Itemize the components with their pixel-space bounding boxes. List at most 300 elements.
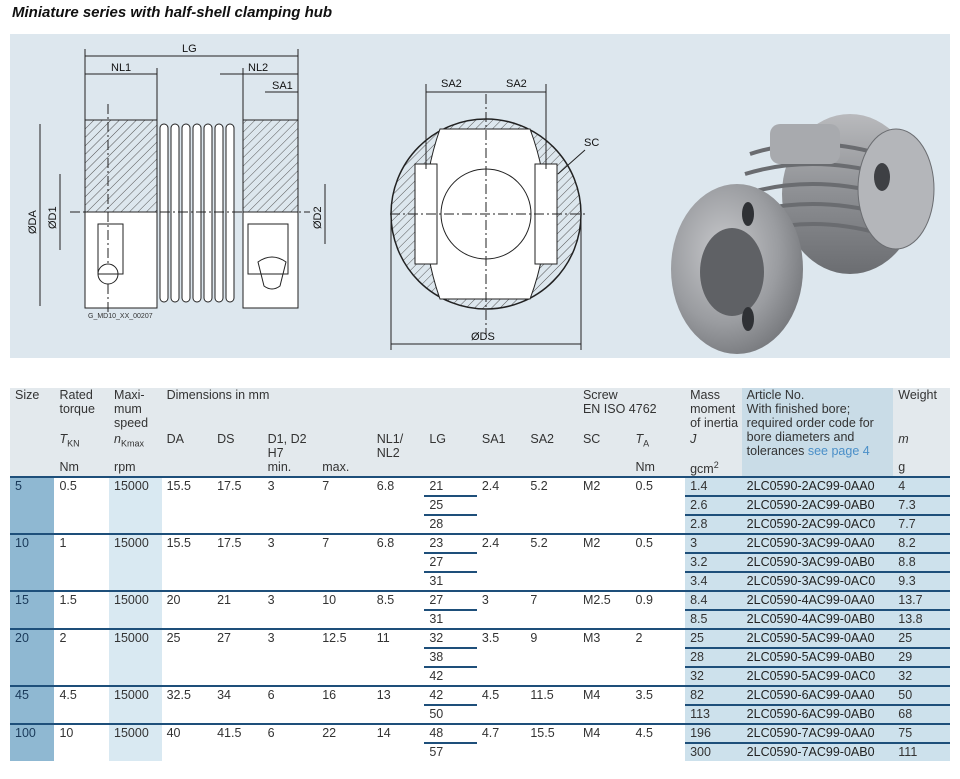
cell-torque [54,572,109,591]
cell-weight: 9.3 [893,572,950,591]
cell-article: 2LC0590-4AC99-0AB0 [742,610,894,629]
article-title: Article No. [746,388,805,402]
cell-sa2 [525,572,578,591]
cell-speed: 15000 [109,629,162,648]
table-row [10,534,950,553]
cell-lg: 42 [424,667,477,686]
header-maxi: Maxi-mum speed [109,388,162,430]
cell-lg: 42 [424,686,477,705]
cell-weight: 8.8 [893,553,950,572]
cell-weight: 68 [893,705,950,724]
cell-da [162,743,213,761]
cell-dmax: 12.5 [317,629,372,648]
cell-sa2 [525,553,578,572]
cell-dmax [317,705,372,724]
cell-sa1 [477,648,526,667]
col-nl: NL1/ NL2 [372,430,425,460]
header-article [742,388,894,460]
cell-lg: 38 [424,648,477,667]
cell-torque [54,496,109,515]
cell-dmin [263,553,318,572]
cell-speed [109,667,162,686]
cell-dmin [263,572,318,591]
cell-ta [631,610,686,629]
cell-j: 32 [685,667,742,686]
cell-dmin: 6 [263,724,318,743]
cell-speed [109,572,162,591]
cell-nl: 8.5 [372,591,425,610]
cell-sc [578,572,631,591]
cell-sa2 [525,705,578,724]
cell-speed [109,515,162,534]
coupling-3d-image [671,114,934,354]
cell-dmin [263,496,318,515]
cell-da [162,667,213,686]
cell-dmin [263,705,318,724]
cell-ta: 3.5 [631,686,686,705]
cell-ta: 0.5 [631,534,686,553]
label-d2: ØD2 [312,206,324,229]
sym-nkmax: $n_{Kmax}$ [109,430,162,460]
cell-da: 40 [162,724,213,743]
col-lg: LG [424,430,477,460]
cell-speed [109,743,162,761]
cell-torque [54,610,109,629]
table-row [10,629,950,648]
cell-article: 2LC0590-5AC99-0AB0 [742,648,894,667]
cell-sa2: 11.5 [525,686,578,705]
cell-speed: 15000 [109,591,162,610]
cell-sa1 [477,743,526,761]
cell-j: 2.6 [685,496,742,515]
cell-dmax: 22 [317,724,372,743]
cell-ds [212,496,263,515]
table-row [10,610,950,629]
cell-speed [109,496,162,515]
cell-size: 10 [10,534,54,553]
cell-speed [109,705,162,724]
unit-rpm: rpm [109,460,162,477]
cell-j: 113 [685,705,742,724]
cell-nl [372,743,425,761]
cell-sa1: 2.4 [477,534,526,553]
cell-nl: 6.8 [372,477,425,496]
cell-ds [212,648,263,667]
cell-ds [212,572,263,591]
cell-j: 8.5 [685,610,742,629]
cell-lg: 28 [424,515,477,534]
cell-da [162,705,213,724]
cell-nl [372,496,425,515]
cell-ta [631,743,686,761]
cell-dmax [317,515,372,534]
cell-da [162,496,213,515]
cell-j: 8.4 [685,591,742,610]
cell-j: 196 [685,724,742,743]
table-row [10,477,950,496]
label-sc: SC [584,137,600,149]
cell-sa2 [525,648,578,667]
label-nl1: NL1 [111,62,132,74]
cell-sc: M3 [578,629,631,648]
cell-ta [631,496,686,515]
label-lg: LG [182,43,197,55]
table-row [10,667,950,686]
cell-sa2 [525,496,578,515]
cell-dmax: 7 [317,477,372,496]
cell-ds: 21 [212,591,263,610]
cell-dmin [263,743,318,761]
cell-ta [631,705,686,724]
cell-j: 3 [685,534,742,553]
cell-ds [212,667,263,686]
cell-sc [578,496,631,515]
cell-size: 5 [10,477,54,496]
cell-dmax [317,667,372,686]
spec-table-body [10,477,950,761]
cell-size [10,743,54,761]
cell-weight: 8.2 [893,534,950,553]
cell-speed [109,610,162,629]
cell-ds [212,553,263,572]
cell-ta [631,553,686,572]
cell-dmax: 16 [317,686,372,705]
cell-weight: 111 [893,743,950,761]
cell-j: 3.4 [685,572,742,591]
cell-ds: 41.5 [212,724,263,743]
cell-sc: M4 [578,724,631,743]
cell-dmin: 3 [263,629,318,648]
cell-ta: 4.5 [631,724,686,743]
cell-article: 2LC0590-4AC99-0AA0 [742,591,894,610]
see-page-link[interactable]: see page 4 [807,444,870,458]
cell-nl: 14 [372,724,425,743]
cell-ta [631,572,686,591]
cell-ta: 2 [631,629,686,648]
cell-weight: 7.3 [893,496,950,515]
col-ds: DS [212,430,263,460]
cell-sc [578,553,631,572]
cell-j: 3.2 [685,553,742,572]
table-row [10,553,950,572]
cell-lg: 57 [424,743,477,761]
cell-speed: 15000 [109,686,162,705]
cross-section-view [390,78,599,350]
cell-torque [54,648,109,667]
cell-torque: 1.5 [54,591,109,610]
header-weight: Weight [893,388,950,430]
cell-torque [54,705,109,724]
cell-weight: 75 [893,724,950,743]
cell-sc: M2 [578,534,631,553]
cell-article: 2LC0590-6AC99-0AB0 [742,705,894,724]
label-sa2-right: SA2 [506,78,527,90]
sym-j: J [685,430,742,460]
cell-sa1 [477,515,526,534]
cell-j: 300 [685,743,742,761]
cell-sa1: 3 [477,591,526,610]
cell-sa2: 5.2 [525,534,578,553]
cell-dmin: 3 [263,477,318,496]
cell-torque [54,553,109,572]
unit-gcm2: gcm$^2$ [685,460,742,477]
col-sa1: SA1 [477,430,526,460]
cell-size [10,553,54,572]
cell-dmin: 6 [263,686,318,705]
cell-nl [372,515,425,534]
cell-sc [578,610,631,629]
cell-ds [212,610,263,629]
cell-dmax [317,553,372,572]
cell-sa1 [477,572,526,591]
page-title: Miniature series with half-shell clamping hub [12,4,333,21]
cell-size [10,496,54,515]
label-d1: ØD1 [47,206,59,229]
cell-lg: 32 [424,629,477,648]
cell-ds [212,515,263,534]
cell-dmin [263,648,318,667]
cell-weight: 50 [893,686,950,705]
cell-dmax [317,496,372,515]
cell-ds: 17.5 [212,477,263,496]
cell-sc [578,743,631,761]
unit-max: max. [317,460,372,477]
cell-sa2 [525,743,578,761]
cell-article: 2LC0590-3AC99-0AB0 [742,553,894,572]
cell-size [10,610,54,629]
cell-size [10,572,54,591]
table-row [10,496,950,515]
cell-sa2: 9 [525,629,578,648]
cell-ds: 34 [212,686,263,705]
cell-size [10,667,54,686]
cell-sc: M4 [578,686,631,705]
cell-dmax: 7 [317,534,372,553]
screw-std: EN ISO 4762 [582,402,657,416]
cell-torque: 2 [54,629,109,648]
cell-size: 15 [10,591,54,610]
cell-speed: 15000 [109,477,162,496]
cell-lg: 21 [424,477,477,496]
cell-sc [578,705,631,724]
cell-article: 2LC0590-5AC99-0AC0 [742,667,894,686]
label-da: ØDA [27,210,39,234]
cell-size [10,705,54,724]
cell-article: 2LC0590-2AC99-0AA0 [742,477,894,496]
cell-torque: 0.5 [54,477,109,496]
cell-sa2 [525,515,578,534]
table-row [10,743,950,761]
col-sa2: SA2 [525,430,578,460]
cell-da: 15.5 [162,477,213,496]
cell-sc: M2 [578,477,631,496]
header-mass: Mass moment of inertia [685,388,742,430]
cell-lg: 50 [424,705,477,724]
cell-article: 2LC0590-2AC99-0AC0 [742,515,894,534]
cell-ta [631,648,686,667]
cell-j: 82 [685,686,742,705]
article-note: With finished bore; required order code for bore diameters and tolerances [746,402,874,458]
sym-tkn: $T_{KN}$ [54,430,109,460]
cell-j: 1.4 [685,477,742,496]
drawing-svg [10,34,950,358]
cell-ds [212,705,263,724]
cell-ta: 0.9 [631,591,686,610]
side-view [27,43,325,320]
table-row [10,724,950,743]
cell-da [162,610,213,629]
cell-sa2: 15.5 [525,724,578,743]
cell-nl: 6.8 [372,534,425,553]
cell-article: 2LC0590-3AC99-0AC0 [742,572,894,591]
cell-weight: 25 [893,629,950,648]
cell-sa1: 3.5 [477,629,526,648]
cell-torque: 10 [54,724,109,743]
cell-nl [372,667,425,686]
header-rated: Rated torque [54,388,109,430]
table-row [10,515,950,534]
cell-da: 25 [162,629,213,648]
cell-torque [54,743,109,761]
cell-article: 2LC0590-3AC99-0AA0 [742,534,894,553]
col-sc: SC [578,430,631,460]
cell-size: 20 [10,629,54,648]
cell-speed [109,553,162,572]
drawing-code: G_MD10_XX_00207 [88,313,153,320]
cell-lg: 25 [424,496,477,515]
cell-da [162,648,213,667]
cell-da [162,572,213,591]
cell-speed [109,648,162,667]
cell-sa1 [477,553,526,572]
cell-j: 25 [685,629,742,648]
cell-dmin [263,515,318,534]
header-size: Size [10,388,54,430]
cell-lg: 31 [424,610,477,629]
table-row [10,705,950,724]
cell-size: 45 [10,686,54,705]
cell-sc [578,667,631,686]
label-ds: ØDS [471,331,495,343]
cell-weight: 13.8 [893,610,950,629]
cell-sa1 [477,667,526,686]
cell-dmax [317,572,372,591]
cell-da: 32.5 [162,686,213,705]
label-sa2-left: SA2 [441,78,462,90]
technical-drawing [10,34,950,358]
cell-nl: 13 [372,686,425,705]
cell-sc [578,648,631,667]
unit-g: g [893,460,950,477]
cell-weight: 7.7 [893,515,950,534]
label-nl2: NL2 [248,62,269,74]
cell-ds [212,743,263,761]
cell-da [162,515,213,534]
cell-weight: 29 [893,648,950,667]
cell-sc [578,515,631,534]
cell-dmin: 3 [263,534,318,553]
cell-article: 2LC0590-7AC99-0AA0 [742,724,894,743]
cell-nl [372,610,425,629]
cell-dmax [317,743,372,761]
cell-sc: M2.5 [578,591,631,610]
cell-nl [372,572,425,591]
spec-table [10,388,950,761]
cell-ta: 0.5 [631,477,686,496]
cell-speed: 15000 [109,534,162,553]
cell-dmax: 10 [317,591,372,610]
cell-weight: 32 [893,667,950,686]
cell-sa1: 2.4 [477,477,526,496]
table-row [10,686,950,705]
label-sa1: SA1 [272,80,293,92]
cell-sa1 [477,496,526,515]
cell-sa1 [477,610,526,629]
cell-nl [372,553,425,572]
cell-speed: 15000 [109,724,162,743]
table-row [10,648,950,667]
cell-da [162,553,213,572]
header-screw [578,388,685,430]
cell-nl [372,705,425,724]
unit-nm: Nm [54,460,109,477]
col-d1d2: D1, D2 H7 [263,430,372,460]
table-row [10,591,950,610]
cell-torque [54,515,109,534]
cell-weight: 13.7 [893,591,950,610]
cell-j: 28 [685,648,742,667]
cell-lg: 27 [424,553,477,572]
unit-min: min. [263,460,318,477]
cell-article: 2LC0590-5AC99-0AA0 [742,629,894,648]
cell-torque: 1 [54,534,109,553]
cell-ds: 17.5 [212,534,263,553]
cell-sa2 [525,667,578,686]
cell-lg: 23 [424,534,477,553]
cell-weight: 4 [893,477,950,496]
cell-size [10,515,54,534]
cell-j: 2.8 [685,515,742,534]
cell-torque [54,667,109,686]
cell-torque: 4.5 [54,686,109,705]
col-da: DA [162,430,213,460]
cell-lg: 48 [424,724,477,743]
cell-lg: 27 [424,591,477,610]
cell-sa2: 5.2 [525,477,578,496]
cell-article: 2LC0590-7AC99-0AB0 [742,743,894,761]
cell-sa1: 4.5 [477,686,526,705]
cell-lg: 31 [424,572,477,591]
cell-dmax [317,648,372,667]
cell-dmin [263,610,318,629]
cell-dmin [263,667,318,686]
cell-ds: 27 [212,629,263,648]
cell-article: 2LC0590-2AC99-0AB0 [742,496,894,515]
sym-m: m [893,430,950,460]
cell-da: 20 [162,591,213,610]
table-row [10,572,950,591]
cell-sa1: 4.7 [477,724,526,743]
cell-nl: 11 [372,629,425,648]
cell-dmin: 3 [263,591,318,610]
unit-nm-ta: Nm [631,460,686,477]
cell-article: 2LC0590-6AC99-0AA0 [742,686,894,705]
cell-size: 100 [10,724,54,743]
screw-label: Screw [582,388,618,402]
cell-ta [631,515,686,534]
sym-ta: $T_A$ [631,430,686,460]
header-dimensions: Dimensions in mm [162,388,578,430]
